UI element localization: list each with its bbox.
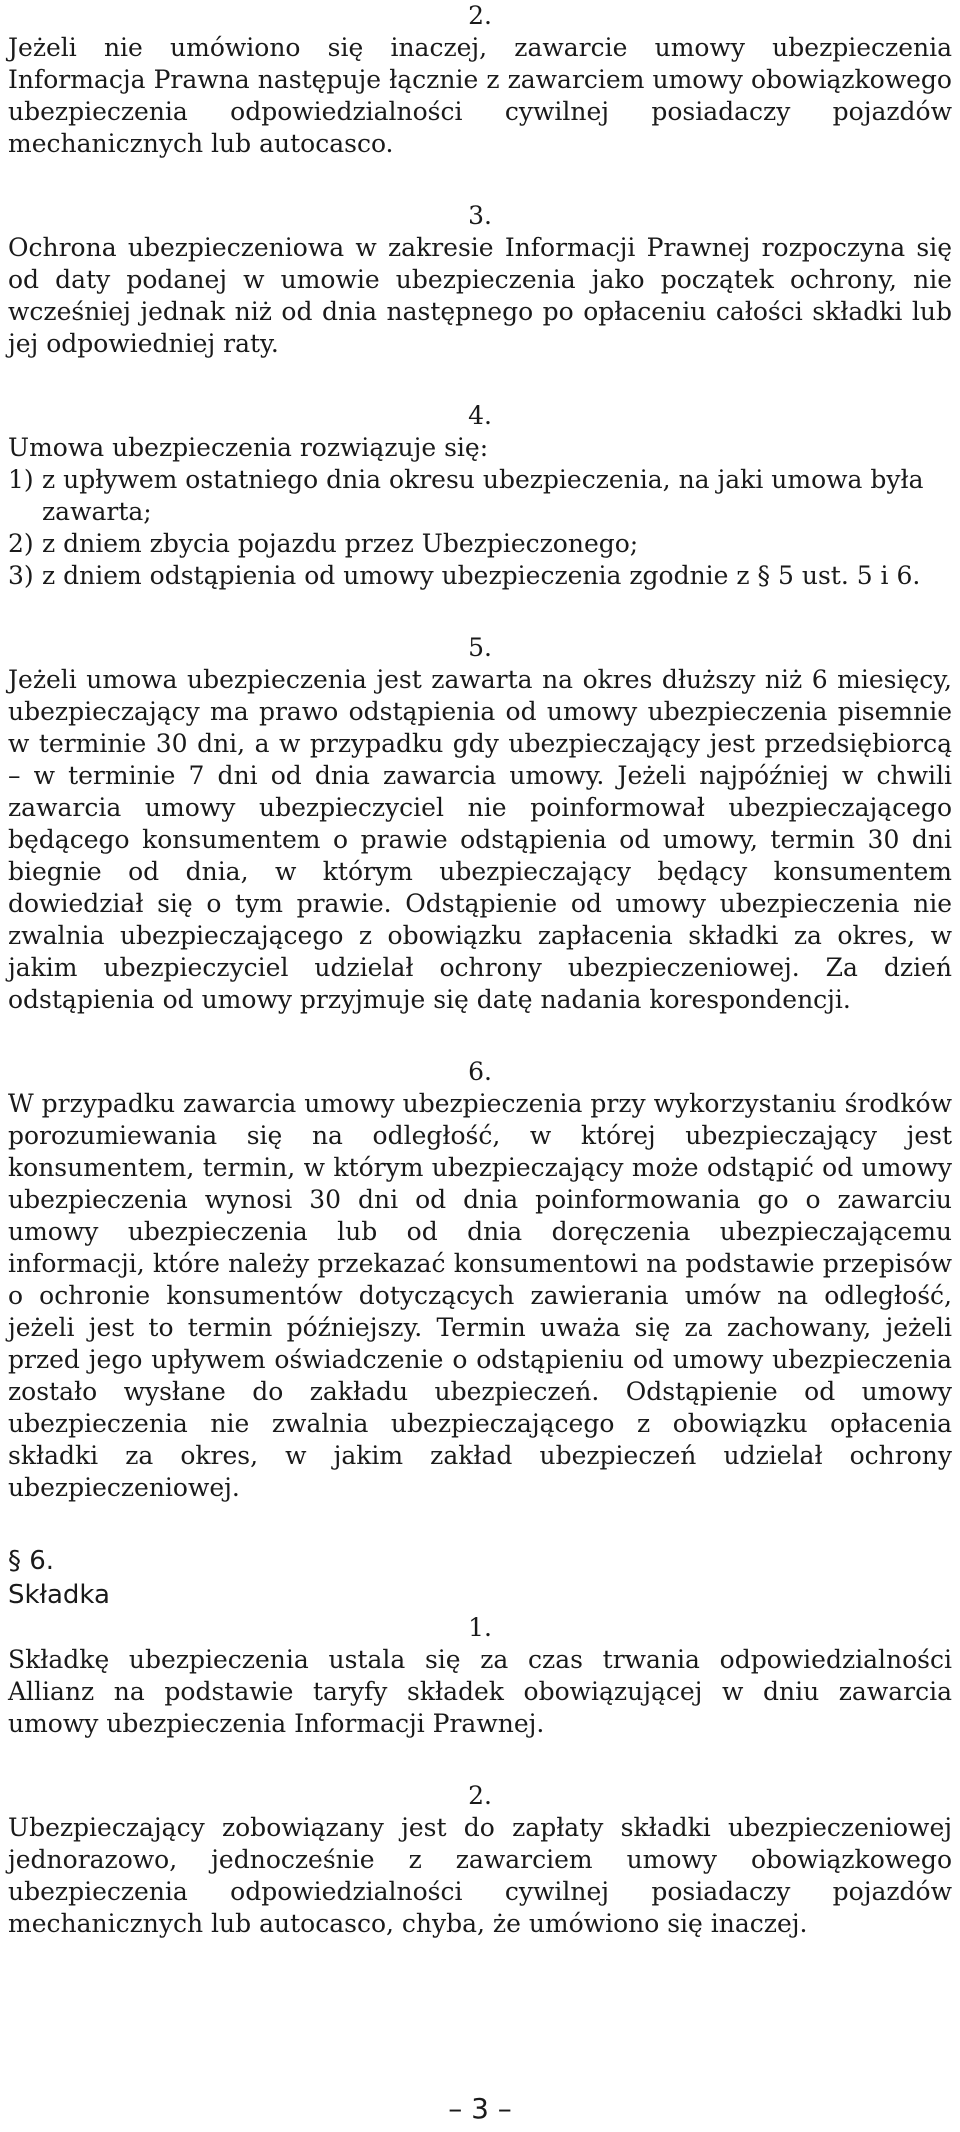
section-4 <box>8 400 952 592</box>
section-number: 4. <box>468 401 492 430</box>
page-number: – 3 – <box>448 2092 512 2125</box>
section-text: Ochrona ubezpieczeniowa w zakresie Informacji Prawnej rozpoczyna się od daty podanej w umowie ubezpieczenia jako początek ochrony, nie wcześniej jednak niż od dnia następnego po opłaceniu całości składki lub jej odpowiedniej raty. <box>8 233 952 358</box>
document-page <box>8 0 952 1940</box>
list-marker: 2) <box>8 529 34 558</box>
section-text: Jeżeli nie umówiono się inaczej, zawarcie umowy ubezpieczenia Informacja Prawna następuje łącznie z zawarciem umowy obowiązkowego ubezpieczenia odpowiedzialności cywilnej posiadaczy pojazdów mechanicznych lub autocasco. <box>8 33 952 158</box>
section-intro: Umowa ubezpieczenia rozwiązuje się: <box>8 433 489 462</box>
list-item-text: z upływem ostatniego dnia okresu ubezpieczenia, na jaki umowa była zawarta; <box>42 465 924 526</box>
section-text: Składkę ubezpieczenia ustala się za czas trwania odpowiedzialności Allianz na podstawie taryfy składek obowiązującej w dniu zawarcia umowy ubezpieczenia Informacji Prawnej. <box>8 1645 952 1738</box>
list-marker: 3) <box>8 561 34 590</box>
section-text: W przypadku zawarcia umowy ubezpieczenia przy wykorzystaniu środków porozumiewania się na odległość, w której ubezpieczający jest konsumentem, termin, w którym ubezpieczający może odstąpić od umowy ubezpieczenia wynosi 30 dni od dnia poinformowania go o zawarciu umowy ubezpieczenia lub od dnia doręczenia ubezpieczającemu informacji, które należy przekazać konsumentowi na podstawie przepisów o ochronie konsumentów dotyczących zawierania umów na odległość, jeżeli jest to termin późniejszy. Termin uważa się za zachowany, jeżeli przed jego upływem oświadczenie o odstąpieniu od umowy ubezpieczenia zostało wysłane do zakładu ubezpieczeń. Odstąpienie od umowy ubezpieczenia nie zwalnia ubezpieczającego z obowiązku opłacenia składki za okres, w jakim zakład ubezpieczeń udzielał ochrony ubezpieczeniowej. <box>8 1089 952 1502</box>
chapter-header <box>8 1544 952 1612</box>
section-number: 3. <box>468 201 492 230</box>
section-text: Jeżeli umowa ubezpieczenia jest zawarta na okres dłuższy niż 6 miesięcy, ubezpieczający ma prawo odstąpienia od umowy ubezpieczenia pisemnie w terminie 30 dni, a w przypadku gdy ubezpieczający jest przedsiębiorcą – w terminie 7 dni od dnia zawarcia umowy. Jeżeli najpóźniej w chwili zawarcia umowy ubezpieczyciel nie poinformował ubezpieczającego będącego konsumentem o prawie odstąpienia od umowy, termin 30 dni biegnie od dnia, w którym ubezpieczający będący konsumentem dowiedział się o tym prawie. Odstąpienie od umowy ubezpieczenia nie zwalnia ubezpieczającego z obowiązku zapłacenia składki za okres, w jakim ubezpieczyciel udzielał ochrony ubezpieczeniowej. Za dzień odstąpienia od umowy przyjmuje się datę nadania korespondencji. <box>8 665 952 1014</box>
list-marker: 1) <box>8 465 34 494</box>
list-item-text: z dniem zbycia pojazdu przez Ubezpieczonego; <box>42 529 639 558</box>
section-5 <box>8 632 952 1016</box>
termination-list <box>8 464 952 592</box>
chapter-section-2 <box>8 1780 952 1940</box>
section-6 <box>8 1056 952 1504</box>
section-2 <box>8 0 952 160</box>
list-item <box>8 560 952 592</box>
list-item <box>8 528 952 560</box>
section-number: 6. <box>468 1057 492 1086</box>
section-number: 1. <box>468 1613 492 1642</box>
chapter-sign: § 6. <box>8 1546 55 1576</box>
section-3 <box>8 200 952 360</box>
section-text: Ubezpieczający zobowiązany jest do zapłaty składki ubezpieczeniowej jednorazowo, jednocześnie z zawarciem umowy obowiązkowego ubezpieczenia odpowiedzialności cywilnej posiadaczy pojazdów mechanicznych lub autocasco, chyba, że umówiono się inaczej. <box>8 1813 952 1938</box>
section-number: 5. <box>468 633 492 662</box>
list-item-text: z dniem odstąpienia od umowy ubezpieczenia zgodnie z § 5 ust. 5 i 6. <box>42 561 921 590</box>
chapter-title: Składka <box>8 1580 110 1610</box>
list-item <box>8 464 952 528</box>
section-number: 2. <box>468 1 492 30</box>
section-number: 2. <box>468 1781 492 1810</box>
chapter-section-1 <box>8 1612 952 1740</box>
